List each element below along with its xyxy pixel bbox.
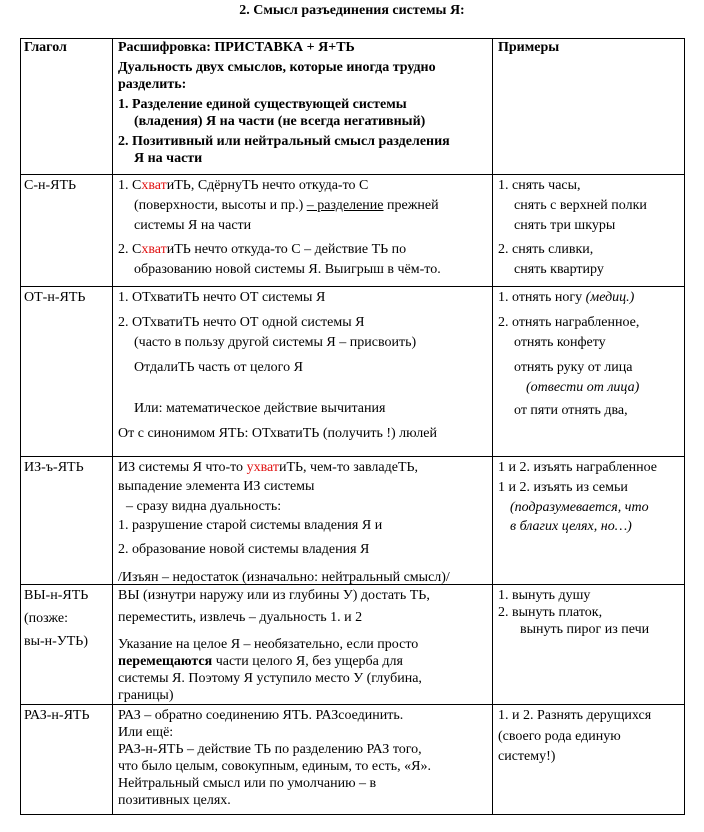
column-divider-2: [492, 38, 493, 815]
decoding-line: [118, 459, 490, 476]
examples-raznyat: [498, 707, 682, 765]
text-run: части целого Я, без ущерба для: [212, 654, 403, 669]
decoding-line: РАЗ-н-ЯТЬ – действие ТЬ по разделению РАЗ того,: [118, 742, 422, 757]
text-run: прежней: [383, 198, 439, 213]
highlight-root: ухват: [246, 460, 279, 475]
example-line: (подразумевается, что: [510, 500, 649, 515]
text-run: иТЬ, чем-то завладеТЬ,: [278, 460, 419, 475]
example-line: 2. снять сливки,: [498, 242, 594, 257]
decoding-line: [118, 177, 490, 194]
example-line: [498, 289, 682, 306]
bold-text: перемещаются: [118, 654, 213, 669]
verb-vynyat: [24, 587, 88, 650]
decoding-line: От с синонимом ЯТЬ: ОТхватиТЬ (получить !) люлей: [118, 426, 437, 441]
decoding-line: /Изъян – недостаток (изначально: нейтральный смысл)/: [118, 570, 450, 585]
example-line: (своего рода единую: [498, 729, 621, 744]
row-divider: [20, 174, 685, 175]
decoding-otnyat: [118, 289, 490, 442]
example-line: в благих целях, но…): [510, 519, 632, 534]
decoding-line: [118, 241, 490, 258]
decoding-line: границы): [118, 688, 174, 703]
decoding-line: – сразу видна дуальность:: [126, 499, 282, 514]
table-border-left: [20, 38, 21, 815]
text-run: 1. С: [118, 178, 142, 193]
header-decoding-line: (владения) Я на части (не всегда негативный): [134, 114, 426, 129]
example-line: 2. вынуть платок,: [498, 605, 603, 620]
decoding-line: Нейтральный смысл или по умолчанию – в: [118, 776, 377, 791]
decoding-line: Или ещё:: [118, 725, 174, 740]
decoding-snyat: [118, 177, 490, 278]
example-line: отнять конфету: [514, 335, 606, 350]
table-border-bottom: [20, 814, 685, 815]
decoding-raznyat: [118, 707, 490, 809]
decoding-izyat: [118, 459, 490, 586]
verb-line: (позже:: [24, 611, 69, 626]
header-decoding-line: Дуальность двух смыслов, которые иногда трудно: [118, 60, 436, 75]
header-decoding-line: Расшифровка: ПРИСТАВКА + Я+ТЬ: [118, 40, 355, 55]
decoding-line: что было целым, совокупным, единым, то есть, «Я».: [118, 759, 431, 774]
example-line: 2. отнять награбленное,: [498, 315, 640, 330]
verb-raznyat: РАЗ-н-ЯТЬ: [24, 708, 90, 723]
examples-otnyat: [498, 289, 682, 419]
header-decoding-line: 2. Позитивный или нейтральный смысл разделения: [118, 134, 450, 149]
highlight-root: хват: [141, 242, 167, 257]
header-decoding-line: Я на части: [134, 151, 203, 166]
example-line: систему!): [498, 749, 556, 764]
example-line: снять с верхней полки: [514, 198, 647, 213]
decoding-line: Указание на целое Я – необязательно, если просто: [118, 637, 419, 652]
decoding-line: ОтдалиТЬ часть от целого Я: [134, 360, 303, 375]
decoding-line: [118, 653, 490, 670]
row-divider: [20, 456, 685, 457]
example-line: вынуть пирог из печи: [520, 622, 650, 637]
italic-note: (медиц.): [585, 290, 635, 305]
decoding-line: 1. ОТхватиТЬ нечто ОТ системы Я: [118, 290, 326, 305]
example-line: снять квартиру: [514, 262, 604, 277]
example-line: снять три шкуры: [514, 218, 616, 233]
verb-otnyat: ОТ-н-ЯТЬ: [24, 290, 86, 305]
example-line: от пяти отнять два,: [514, 403, 628, 418]
table-border-right: [684, 38, 685, 815]
decoding-line: Или: математическое действие вычитания: [134, 401, 386, 416]
row-divider: [20, 704, 685, 705]
example-line: отнять руку от лица: [514, 360, 633, 375]
verb-line: ВЫ-н-ЯТЬ: [24, 588, 89, 603]
header-decoding-line: 1. Разделение единой существующей системы: [118, 97, 407, 112]
text-run: 1. отнять ногу: [498, 290, 586, 305]
decoding-line: выпадение элемента ИЗ системы: [118, 479, 315, 494]
decoding-line: позитивных целях.: [118, 793, 231, 808]
header-verb: Глагол: [24, 40, 67, 55]
decoding-line: системы Я. Поэтому Я уступило место У (глубина,: [118, 671, 422, 686]
example-line: 1. и 2. Разнять дерущихся: [498, 708, 652, 723]
verbs-table: [20, 38, 685, 815]
decoding-line: 1. разрушение старой системы владения Я и: [118, 518, 383, 533]
document-title: 2. Смысл разъединения системы Я:: [239, 3, 465, 18]
decoding-line: 2. образование новой системы владения Я: [118, 542, 370, 557]
decoding-line: 2. ОТхватиТЬ нечто ОТ одной системы Я: [118, 315, 365, 330]
verb-line: вы-н-УТЬ): [24, 634, 88, 649]
text-run: (поверхности, высоты и пр.): [134, 198, 307, 213]
header-examples: Примеры: [498, 40, 560, 55]
decoding-line: [118, 197, 490, 214]
underlined-text: – разделение: [306, 198, 384, 213]
decoding-line: (часто в пользу другой системы Я – присвоить): [134, 335, 417, 350]
decoding-line: РАЗ – обратно соединению ЯТЬ. РАЗсоединить.: [118, 708, 404, 723]
decoding-line: ВЫ (изнутри наружу или из глубины У) достать ТЬ,: [118, 588, 430, 603]
row-divider: [20, 286, 685, 287]
header-decoding-line: разделить:: [118, 77, 187, 92]
example-line: 1 и 2. изъять награбленное: [498, 460, 657, 475]
highlight-root: хват: [141, 178, 167, 193]
example-line: 1. вынуть душу: [498, 588, 591, 603]
example-line: (отвести от лица): [526, 380, 640, 395]
decoding-vynyat: [118, 587, 490, 704]
decoding-line: образованию новой системы Я. Выигрыш в чём-то.: [134, 262, 441, 277]
example-line: 1 и 2. изъять из семьи: [498, 480, 628, 495]
examples-vynyat: [498, 587, 682, 638]
text-run: 2. С: [118, 242, 142, 257]
decoding-line: переместить, извлечь – дуальность 1. и 2: [118, 610, 363, 625]
example-line: 1. снять часы,: [498, 178, 581, 193]
text-run: иТЬ, СдёрнуТЬ нечто откуда-то С: [166, 178, 369, 193]
examples-izyat: [498, 459, 682, 535]
verb-snyat: С-н-ЯТЬ: [24, 178, 77, 193]
column-divider-1: [112, 38, 113, 815]
header-decoding: [118, 39, 490, 167]
examples-snyat: [498, 177, 682, 278]
text-run: ИЗ системы Я что-то: [118, 460, 247, 475]
verb-izyat: ИЗ-ъ-ЯТЬ: [24, 460, 84, 475]
decoding-line: системы Я на части: [134, 218, 252, 233]
text-run: иТЬ нечто откуда-то С – действие ТЬ по: [166, 242, 407, 257]
